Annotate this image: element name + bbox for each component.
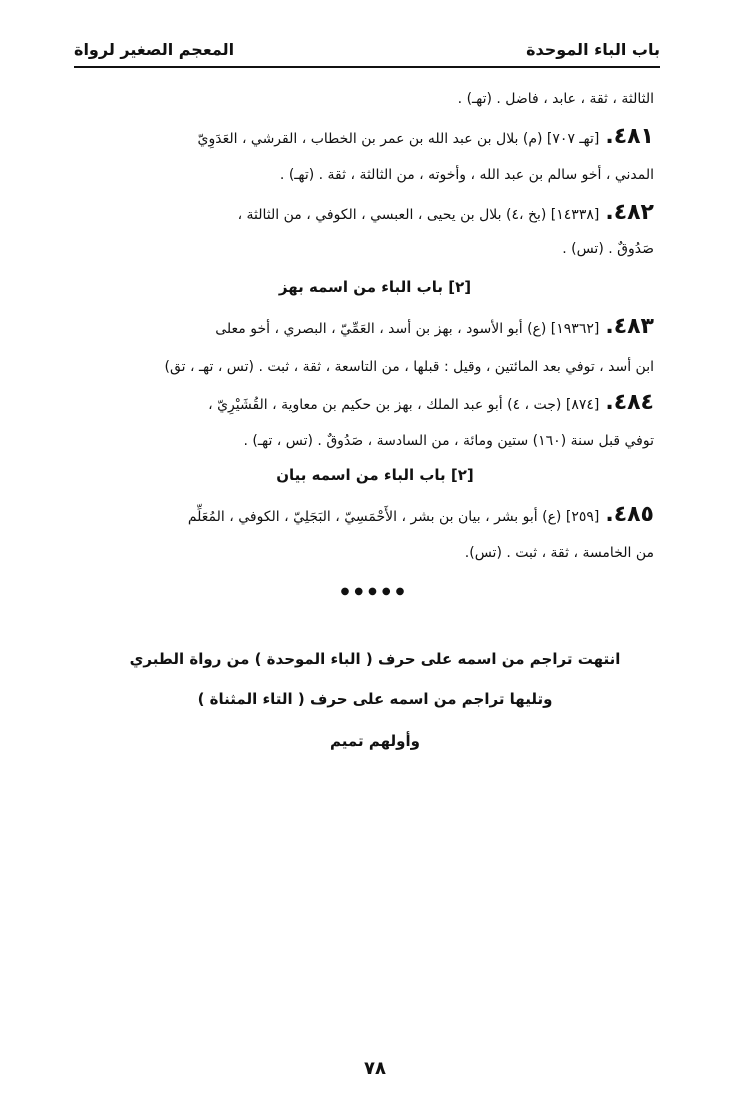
entry-number: ٤٨١. [605, 124, 654, 149]
closing-line-2: وتليها تراجم من اسمه على حرف ( التاء المثناة ) [197, 690, 553, 708]
entry-481-line-1 [96, 126, 654, 150]
text-line: [٢٥٩] (ع) أبو بشر ، بيان بن بشر ، الأَحْمَسِيّ ، البَجَلِيّ ، الكوفي ، المُعَلِّم [187, 509, 600, 525]
header-book-title: المعجم الصغير لرواة [74, 40, 235, 59]
entry-483-line-1 [96, 316, 654, 340]
section-divider-dots: ●●●●● [340, 586, 410, 597]
entry-484-line-1 [96, 392, 654, 416]
entry-485-line-1 [96, 504, 654, 528]
running-header [74, 36, 660, 68]
entry-483-line-2 [96, 356, 654, 378]
text-line: ابن أسد ، توفي بعد المائتين ، وقيل : قبلها ، من التاسعة ، ثقة ، ثبت . (تس ، تهـ ، تق) [164, 359, 654, 375]
entry-number: ٤٨٤. [605, 390, 654, 415]
entry-continuation-line [96, 88, 654, 110]
section-heading-bayan: [٢] باب الباء من اسمه بيان [276, 466, 474, 484]
page-number: ٧٨ [364, 1058, 386, 1079]
text-line: من الخامسة ، ثقة ، ثبت . (تس). [464, 545, 654, 561]
entry-number: ٤٨٣. [605, 314, 654, 339]
text-line: الثالثة ، ثقة ، عابد ، فاضل . (تهـ) . [457, 91, 654, 107]
entry-482-line-2 [96, 238, 654, 260]
section-heading-bahz: [٢] باب الباء من اسمه بهز [278, 278, 472, 296]
text-line: [تهـ ٧٠٧] (م) بلال بن عبد الله بن عمر بن الخطاب ، القرشي ، العَدَوِيّ [197, 131, 600, 147]
text-line: [١٤٣٣٨] (بخ ،٤) بلال بن يحيى ، العبسي ، الكوفي ، من الثالثة ، [237, 207, 600, 223]
text-line: [٨٧٤] (جت ، ٤) أبو عبد الملك ، بهز بن حكيم بن معاوية ، القُشَيْرِيّ ، [208, 397, 600, 413]
text-line: المدني ، أخو سالم بن عبد الله ، وأخوته ، من الثالثة ، ثقة . (تهـ) . [279, 167, 654, 183]
entry-485-line-2 [96, 542, 654, 564]
closing-line-1: انتهت تراجم من اسمه على حرف ( الباء الموحدة ) من رواة الطبري [129, 650, 621, 668]
entry-484-line-2 [96, 430, 654, 452]
text-line: صَدُوقٌ . (تس) . [562, 241, 654, 257]
text-line: توفي قبل سنة (١٦٠) ستين ومائة ، من السادسة ، صَدُوقٌ . (تس ، تهـ) . [243, 433, 654, 449]
entry-number: ٤٨٥. [605, 502, 654, 527]
closing-line-3: وأولهم تميم [330, 732, 420, 750]
entry-481-line-2 [96, 164, 654, 186]
entry-482-line-1 [96, 202, 654, 226]
text-line: [١٩٣٦٢] (ع) أبو الأسود ، بهز بن أسد ، العَمِّيّ ، البصري ، أخو معلى [215, 321, 600, 337]
header-chapter-title: باب الباء الموحدة [526, 40, 660, 59]
entry-number: ٤٨٢. [605, 200, 654, 225]
